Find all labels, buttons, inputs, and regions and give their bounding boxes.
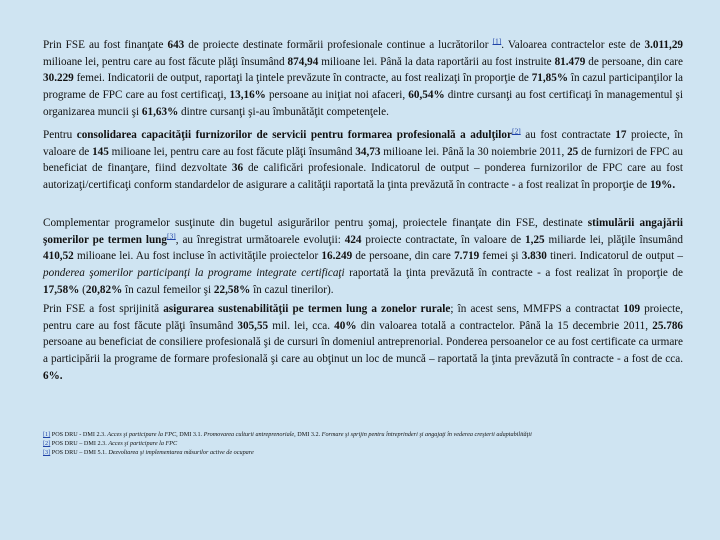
value: 424 [344,233,362,246]
value: 109 [623,303,641,316]
value: 34,73 [355,145,381,158]
value: asigurarea sustenabilităţii pe termen lung a zonelor rurale [163,303,451,316]
value: 3.011,29 [644,39,684,52]
text: de persoane, din care [585,55,683,68]
text: dintre cursanţi şi-au îmbunătăţit competenţele. [178,105,389,118]
footnote-link-1[interactable]: [1] [492,36,502,46]
text: persoane au iniţiat noi afaceri, [265,88,409,101]
value: 71,85% [531,72,569,85]
value: 874,94 [287,55,319,68]
text: de furnizori de FPC au beneficiat de finanţare, fiind dezvoltate [43,145,683,175]
value: 6%. [43,369,63,382]
footnote-ref[interactable]: [1] [43,431,51,438]
text: milioane lei, pentru care au fost făcute plăţi însumând [43,55,288,68]
value: 40% [334,319,357,332]
text: proiecte, în valoare de [43,129,684,158]
value: 25 [567,145,579,158]
value: 16.249 [321,250,353,263]
text: Prin FSE au fost finanţate [43,39,168,52]
footnote-2 [43,439,703,448]
footnotes [43,430,703,458]
text: în cazul tinerilor). [250,283,334,296]
text: tineri. Indicatorul de output – [546,250,684,263]
value: 20,82% [85,283,123,296]
text: în cazul femeilor şi [122,283,214,296]
paragraph-long-term-unemployed [43,215,683,298]
text: milioane lei. Au fost incluse în activităţile proiectelor [73,250,322,263]
text: ; în acest sens, MMFPS a contractat [450,303,624,316]
text: femei. Indicatorii de output, raportaţi la ţintele prevăzute în contracte, au fost realizaţi în proporţie de [73,72,532,85]
value: 22,58% [213,283,251,296]
text-italic: Acces şi participare la FPC [107,431,177,438]
text: POS DRU - DMI 2.3. [50,431,108,438]
value: 19%. [649,178,676,191]
text: dintre cursanţi au fost certificaţi în managementul şi organizarea muncii şi [43,88,683,118]
text: , au înregistrat următoarele evoluţii: [175,233,345,246]
text: din valoarea totală a contractelor. Până la 15 decembrie 2011, [356,319,653,332]
text: . Valoarea contractelor este de [501,39,645,52]
text: POS DRU – DMI 2.3. [50,440,109,448]
value: 1,25 [525,233,545,246]
text: Pentru [43,129,77,142]
value: 145 [92,145,109,158]
text: proiecte contractate, în valoare de [361,233,526,246]
text: milioane lei, pentru care au fost făcute plăţi însumând [108,145,356,158]
value: 60,54% [408,88,445,101]
text: raportată la ţinta prevăzută în contracte - a fost realizat în proporţie de [344,266,683,279]
value: 36 [231,162,244,175]
value: 643 [167,39,185,52]
value: 410,52 [43,250,74,263]
text: femei şi [479,250,522,263]
text: în cazul participanţilor la programe de FPC care au fost certificaţi, [43,72,683,101]
text: de persoane, din care [352,250,455,263]
text: miliarde lei, plăţile însumând [544,233,683,246]
value: 3.830 [521,250,547,263]
text-italic: Dezvoltarea şi implementarea măsurilor active de ocupare [108,449,254,457]
text: proiecte, pentru care au fost făcute plăţi însumând [43,303,684,332]
footnote-3 [43,448,703,457]
text-italic: ponderea şomerilor participanţi la programe integrate certificaţi [43,266,345,279]
value: 17,58% [43,283,80,296]
paragraph-fpc-workers [43,37,683,120]
value: 13,16% [229,88,266,101]
footnote-ref[interactable]: [3] [43,449,51,457]
value: 7.719 [454,250,480,263]
text: POS DRU – DMI 5.1. [50,449,109,457]
text-italic: Acces şi participare la FPC [108,440,178,448]
footnote-link-3[interactable]: [3] [167,231,176,241]
footnote-link-2[interactable]: [2] [511,126,521,136]
paragraph-rural-areas [43,301,683,384]
text: de calificări profesionale. Indicatorul de output – ponderea furnizorilor de FPC care au fost autorizaţi/certificaţi conform standardelor de asigurare a calităţii raportată la ţinta prevăzută în contracte - a fost realizat în proporţie de [43,162,683,191]
value: 30.229 [43,72,74,85]
text: Prin FSE a fost sprijinită [43,303,164,316]
text: de proiecte destinate formării profesionale continue a lucrătorilor [184,39,493,52]
text: Complementar programelor susţinute din bugetul asigurărilor pentru şomaj, proiectele finanţate din FSE, destinate [43,217,588,230]
text: persoane au beneficiat de consiliere profesională şi de cursuri în domeniul antreprenorial. Ponderea persoanelor ce au fost certificate ca urmare a participării la programe de formare profesională şi care au obţinut un loc de muncă – raportată la ţinta prevăzută în contracte - a fost de cca. [43,336,683,365]
text-italic: Formare şi sprijin pentru întreprinderi şi angajaţi în vederea creşterii adaptabilităţii [321,431,532,438]
text: milioane lei. Până la 30 noiembrie 2011, [380,145,568,158]
value: consolidarea capacităţii furnizorilor de servicii pentru formarea profesională a adulţilor [76,129,512,142]
value: 81.479 [554,55,586,68]
value: 25.786 [652,319,683,332]
text: , DMI 3.2. [294,431,322,438]
text: ( [79,283,86,296]
text: au fost contractate [520,129,616,142]
text: mil. lei, cca. [268,319,335,332]
value: 17 [615,129,627,142]
footnote-ref[interactable]: [2] [43,440,51,448]
text: , DMI 3.1. [176,431,204,438]
footnote-1 [43,430,703,439]
paragraph-fpc-providers [43,127,683,193]
value: 61,63% [141,105,179,118]
value: stimulării angajării şomerilor pe termen lung [43,217,684,246]
text: milioane lei. Până la data raportării au fost instruite [318,55,555,68]
text-italic: Promovarea culturii antreprenoriale [203,431,295,438]
value: 305,55 [237,319,269,332]
